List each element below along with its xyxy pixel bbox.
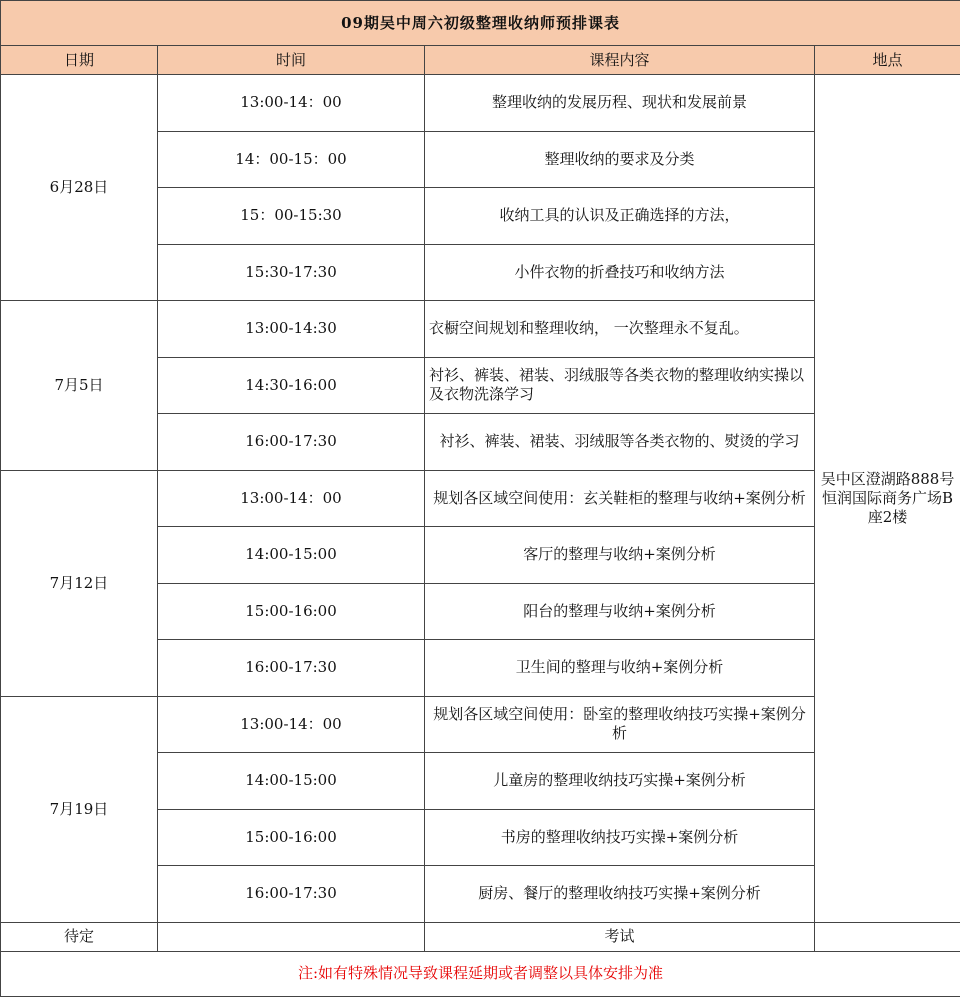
header-row bbox=[1, 46, 960, 75]
content-cell: 整理收纳的要求及分类 bbox=[425, 131, 815, 188]
time-cell: 14:30-16:00 bbox=[158, 357, 425, 414]
time-cell: 14:00-15:00 bbox=[158, 753, 425, 810]
exam-date-cell: 待定 bbox=[1, 922, 158, 951]
time-cell: 15:00-16:00 bbox=[158, 809, 425, 866]
time-cell: 15:00-16:00 bbox=[158, 583, 425, 640]
exam-content-cell: 考试 bbox=[425, 922, 815, 951]
time-cell: 16:00-17:30 bbox=[158, 866, 425, 923]
content-cell: 卫生间的整理与收纳+案例分析 bbox=[425, 640, 815, 697]
time-cell: 14:00-15:00 bbox=[158, 527, 425, 584]
date-cell: 7月19日 bbox=[1, 696, 158, 922]
content-cell: 客厅的整理与收纳+案例分析 bbox=[425, 527, 815, 584]
header-date: 日期 bbox=[1, 46, 158, 75]
time-cell: 16:00-17:30 bbox=[158, 640, 425, 697]
time-cell: 14：00-15：00 bbox=[158, 131, 425, 188]
content-cell: 规划各区域空间使用：玄关鞋柜的整理与收纳+案例分析 bbox=[425, 470, 815, 527]
page-title: 09期吴中周六初级整理收纳师预排课表 bbox=[1, 1, 960, 46]
exam-time-cell bbox=[158, 922, 425, 951]
time-cell: 15：00-15:30 bbox=[158, 188, 425, 245]
time-cell: 13:00-14：00 bbox=[158, 696, 425, 753]
content-cell: 书房的整理收纳技巧实操+案例分析 bbox=[425, 809, 815, 866]
location-line2: 恒润国际商务广场B座2楼 bbox=[821, 488, 954, 526]
content-cell: 阳台的整理与收纳+案例分析 bbox=[425, 583, 815, 640]
content-cell: 整理收纳的发展历程、现状和发展前景 bbox=[425, 75, 815, 132]
content-cell: 规划各区域空间使用：卧室的整理收纳技巧实操+案例分析 bbox=[425, 696, 815, 753]
time-cell: 13:00-14：00 bbox=[158, 75, 425, 132]
date-cell: 6月28日 bbox=[1, 75, 158, 301]
footnote: 注:如有特殊情况导致课程延期或者调整以具体安排为准 bbox=[1, 951, 960, 996]
date-cell: 7月5日 bbox=[1, 301, 158, 471]
location-cell bbox=[815, 75, 960, 923]
time-cell: 13:00-14：00 bbox=[158, 470, 425, 527]
exam-row bbox=[1, 922, 960, 951]
date-cell: 7月12日 bbox=[1, 470, 158, 696]
time-cell: 15:30-17:30 bbox=[158, 244, 425, 301]
exam-location-cell bbox=[815, 922, 960, 951]
content-cell: 衬衫、裤装、裙装、羽绒服等各类衣物的整理收纳实操以及衣物洗涤学习 bbox=[425, 357, 815, 414]
content-cell: 衣橱空间规划和整理收纳， 一次整理永不复乱。 bbox=[425, 301, 815, 358]
time-cell: 13:00-14:30 bbox=[158, 301, 425, 358]
header-time: 时间 bbox=[158, 46, 425, 75]
header-location: 地点 bbox=[815, 46, 960, 75]
content-cell: 收纳工具的认识及正确选择的方法， bbox=[425, 188, 815, 245]
content-cell: 衬衫、裤装、裙装、羽绒服等各类衣物的、熨烫的学习 bbox=[425, 414, 815, 471]
content-cell: 儿童房的整理收纳技巧实操+案例分析 bbox=[425, 753, 815, 810]
content-cell: 小件衣物的折叠技巧和收纳方法 bbox=[425, 244, 815, 301]
content-cell: 厨房、餐厅的整理收纳技巧实操+案例分析 bbox=[425, 866, 815, 923]
table-row bbox=[1, 75, 960, 132]
time-cell: 16:00-17:30 bbox=[158, 414, 425, 471]
header-content: 课程内容 bbox=[425, 46, 815, 75]
location-line1: 吴中区澄湖路888号 bbox=[820, 469, 955, 488]
